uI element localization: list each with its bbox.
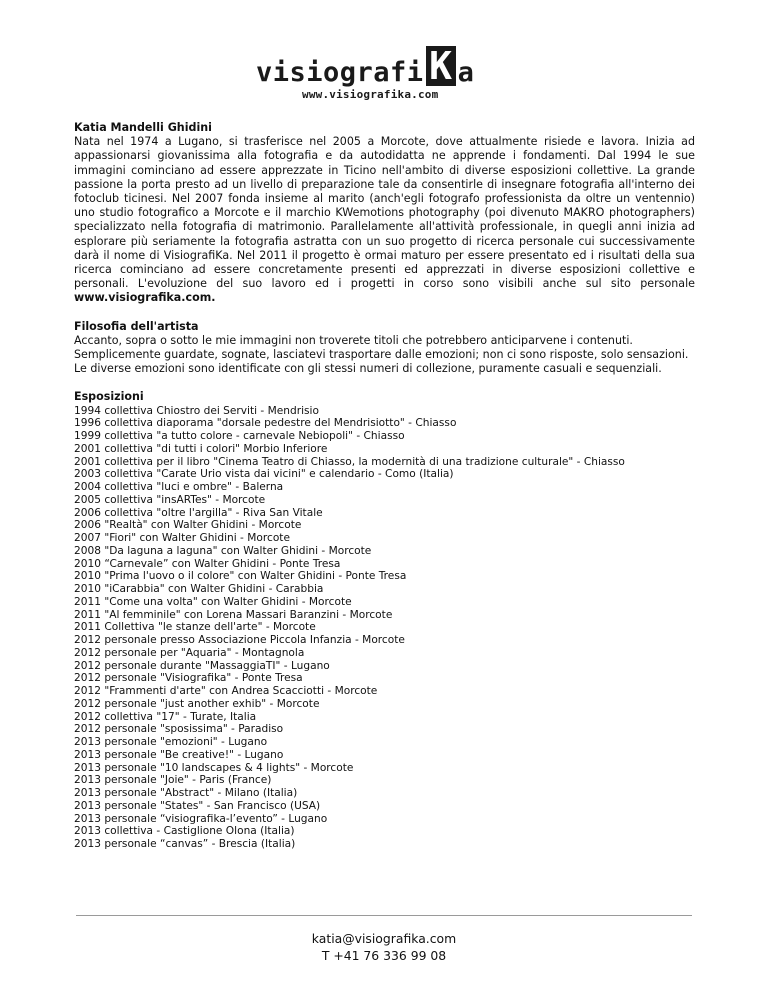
exhibition-item: 2013 personale “canvas” - Brescia (Italia) bbox=[74, 838, 296, 851]
exhibition-item: 2012 personale presso Associazione Piccola Infanzia - Morcote bbox=[74, 634, 405, 647]
exhibition-item: 2010 “Carnevale” con Walter Ghidini - Ponte Tresa bbox=[74, 557, 341, 570]
footer-contact bbox=[0, 930, 768, 964]
artist-name: Katia Mandelli Ghidini bbox=[74, 121, 212, 134]
exhibition-item: 2010 "Prima l'uovo o il colore" con Walter Ghidini - Ponte Tresa bbox=[74, 570, 407, 583]
logo-url: www.visiografika.com bbox=[302, 88, 439, 101]
visiografika-logo bbox=[256, 30, 516, 102]
bio-text: Nata nel 1974 a Lugano, si trasferisce nel 2005 a Morcote, dove attualmente risiede e lavora. Inizia ad appassionarsi giovanissima alla fotografia e da autodidatta ne apprende i fondamenti. Dal 1994 le sue immagini cominciano ad essere apprezzate in Ticino nell'ambito di diverse esposizioni collettive. La grande passione la porta presto ad un livello di preparazione tale da consentirle di insegnare fotografia all'interno dei fotoclub ticinesi. Nel 2007 fonda insieme al marito (anch'egli fotografo professionista da oltre un ventennio) uno studio fotografico a Morcote e il marchio KWemotions photography (poi divenuto MAKRO photographers) specializzato nella fotografia di matrimonio. Parallelamente all'attività professionale, in quegli anni inizia ad esplorare più seriamente la fotografia astratta con un suo progetto di ricerca personale cui successivamente darà il nome di VisiografiKa. Nel 2011 il progetto è ormai maturo per essere presentato ed i risultati della sua ricerca cominciano ad essere concretamente presenti ed apprezzati in diverse esposizioni collettive e personali. L'evoluzione del suo lavoro ed i progetti in corso sono visibili anche sul sito personale bbox=[74, 135, 695, 291]
logo-k-block: K bbox=[426, 46, 456, 86]
philosophy-line-3: Le diverse emozioni sono identificate con gli stessi numeri di collezione, puramente casuali e sequenziali. bbox=[74, 362, 662, 376]
bio-paragraph bbox=[74, 135, 695, 305]
exhibition-item: 1996 collettiva diaporama "dorsale pedestre del Mendrisiotto" - Chiasso bbox=[74, 417, 457, 430]
document-body bbox=[74, 121, 695, 865]
exhibition-item: 2012 personale "sposissima" - Paradiso bbox=[74, 723, 284, 736]
footer-divider bbox=[76, 915, 692, 916]
contact-email[interactable]: katia@visiografika.com bbox=[311, 931, 457, 946]
exhibition-item: 2012 personale per "Aquaria" - Montagnola bbox=[74, 646, 305, 659]
exhibition-item: 2013 personale "10 landscapes & 4 lights" - Morcote bbox=[74, 761, 354, 774]
exhibition-item: 2006 collettiva "oltre l'argilla" - Riva San Vitale bbox=[74, 506, 323, 519]
exhibition-item: 2012 personale durante "MassaggiaTI" - Lugano bbox=[74, 659, 330, 672]
exhibition-item: 2012 personale "just another exhib" - Morcote bbox=[74, 697, 320, 710]
exhibition-item: 1999 collettiva "a tutto colore - carnevale Nebiopoli" - Chiasso bbox=[74, 430, 405, 443]
exhibition-item: 2012 collettiva "17" - Turate, Italia bbox=[74, 710, 257, 723]
exhibition-item: 2013 personale “visiografika-l’evento” - Lugano bbox=[74, 812, 328, 825]
exhibition-item: 2001 collettiva per il libro "Cinema Teatro di Chiasso, la modernità di una tradizione culturale" - Chiasso bbox=[74, 455, 625, 468]
exhibitions-list bbox=[74, 405, 695, 851]
exhibitions-section bbox=[74, 390, 695, 850]
exhibition-item: 2004 collettiva "luci e ombre" - Balerna bbox=[74, 481, 284, 494]
philosophy-line-1: Accanto, sopra o sotto le mie immagini non troverete titoli che potrebbero anticiparvene i contenuti. bbox=[74, 333, 633, 347]
logo-tail: a bbox=[457, 57, 474, 88]
exhibition-item: 2013 personale "Joie" - Paris (France) bbox=[74, 774, 272, 787]
exhibition-item: 2006 "Realtà" con Walter Ghidini - Morcote bbox=[74, 519, 302, 532]
exhibition-item: 2008 "Da laguna a laguna" con Walter Ghidini - Morcote bbox=[74, 544, 372, 557]
website-link[interactable]: www.visiografika.com. bbox=[74, 291, 216, 305]
exhibitions-heading: Esposizioni bbox=[74, 390, 144, 404]
philosophy-heading: Filosofia dell'artista bbox=[74, 319, 199, 333]
bio-section bbox=[74, 121, 695, 306]
philosophy-line-2: Semplicemente guardate, sognate, lasciatevi trasportare dalle emozioni; non ci sono risposte, solo sensazioni. bbox=[74, 348, 689, 362]
logo-wordmark bbox=[256, 46, 474, 86]
exhibition-item: 2011 "Al femminile" con Lorena Massari Baranzini - Morcote bbox=[74, 608, 393, 621]
exhibition-item: 1994 collettiva Chiostro dei Serviti - Mendrisio bbox=[74, 404, 319, 417]
exhibition-item: 2011 Collettiva "le stanze dell'arte" - Morcote bbox=[74, 621, 316, 634]
philosophy-section bbox=[74, 320, 695, 377]
exhibition-item: 2013 personale "States" - San Francisco (USA) bbox=[74, 799, 321, 812]
exhibition-item: 2013 personale "Be creative!" - Lugano bbox=[74, 748, 284, 761]
exhibition-item: 2013 personale "Abstract" - Milano (Italia) bbox=[74, 787, 298, 800]
exhibition-item: 2012 personale "Visiografika" - Ponte Tresa bbox=[74, 672, 303, 685]
logo-word: visiografi bbox=[256, 57, 424, 88]
exhibition-item: 2003 collettiva "Carate Urio vista dai vicini" e calendario - Como (Italia) bbox=[74, 468, 454, 481]
exhibition-item: 2013 collettiva - Castiglione Olona (Italia) bbox=[74, 825, 295, 838]
exhibition-item: 2012 "Frammenti d'arte" con Andrea Scacciotti - Morcote bbox=[74, 685, 378, 698]
exhibition-item: 2001 collettiva "di tutti i colori" Morbio Inferiore bbox=[74, 442, 328, 455]
exhibition-item: 2010 "iCarabbia" con Walter Ghidini - Carabbia bbox=[74, 583, 324, 596]
exhibition-item: 2013 personale "emozioni" - Lugano bbox=[74, 736, 268, 749]
exhibition-item: 2007 "Fiori" con Walter Ghidini - Morcote bbox=[74, 532, 290, 545]
contact-phone: T +41 76 336 99 08 bbox=[321, 948, 447, 963]
exhibition-item: 2011 "Come una volta" con Walter Ghidini - Morcote bbox=[74, 595, 352, 608]
exhibition-item: 2005 collettiva "insARTes" - Morcote bbox=[74, 493, 266, 506]
